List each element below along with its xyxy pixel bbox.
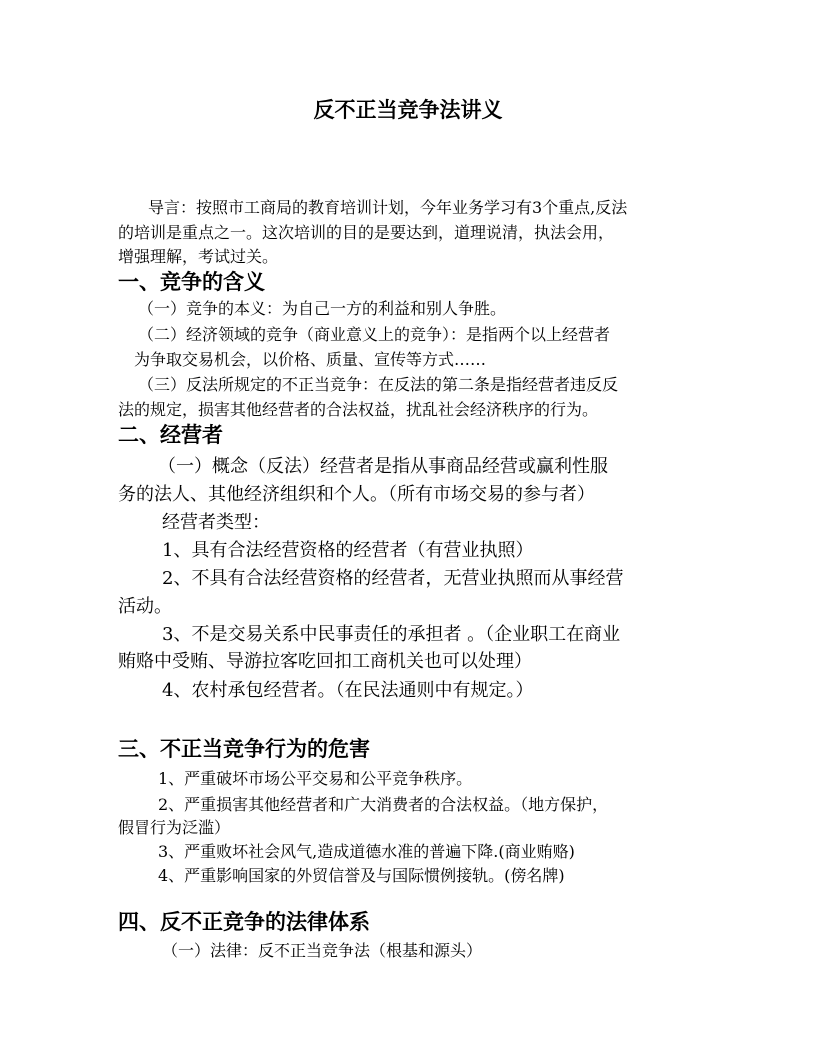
section-2-line: 2、不具有合法经营资格的经营者，无营业执照而从事经营 bbox=[162, 568, 624, 589]
section-1-line: （一）竞争的本义：为自己一方的利益和别人争胜。 bbox=[138, 299, 507, 318]
section-2-line: 活动。 bbox=[118, 596, 172, 617]
section-1-line: （二）经济领域的竞争（商业意义上的竞争）：是指两个以上经营者 bbox=[138, 325, 611, 344]
section-3-line: 4、严重影响国家的外贸信誉及与国际惯例接轨。(傍名牌) bbox=[158, 866, 565, 885]
section-2-line: 4、农村承包经营者。（在民法通则中有规定。） bbox=[162, 680, 534, 701]
section-2-line: 1、具有合法经营资格的经营者（有营业执照） bbox=[162, 540, 534, 561]
section-1-line: 法的规定，损害其他经营者的合法权益，扰乱社会经济秩序的行为。 bbox=[118, 400, 599, 419]
document-title: 反不正当竞争法讲义 bbox=[313, 98, 503, 122]
section-2-line: 经营者类型： bbox=[162, 512, 270, 533]
section-3-line: 假冒行为泛滥） bbox=[118, 818, 231, 837]
section-2-line: （一）概念（反法）经营者是指从事商品经营或赢利性服 bbox=[158, 456, 608, 477]
section-1-line: 为争取交易机会，以价格、质量、宣传等方式…… bbox=[134, 350, 487, 369]
section-3-line: 1、严重破坏市场公平交易和公平竞争秩序。 bbox=[158, 769, 473, 788]
section-4-heading: 四、反不正竞争的法律体系 bbox=[118, 910, 370, 934]
section-3-line: 3、严重败坏社会风气,造成道德水准的普遍下降.(商业贿赂) bbox=[158, 842, 575, 861]
section-2-line: 贿赂中受贿、导游拉客吃回扣工商机关也可以处理） bbox=[118, 651, 532, 672]
section-1-heading: 一、竞争的含义 bbox=[118, 270, 265, 294]
intro-line-3: 增强理解，考试过关。 bbox=[118, 247, 279, 266]
intro-line-2: 的培训是重点之一。这次培训的目的是要达到，道理说清，执法会用， bbox=[118, 223, 615, 242]
section-3-line: 2、严重损害其他经营者和广大消费者的合法权益。（地方保护， bbox=[158, 795, 609, 814]
section-2-line: 3、不是交易关系中民事责任的承担者 。（企业职工在商业 bbox=[162, 624, 621, 645]
section-3-heading: 三、不正当竞争行为的危害 bbox=[118, 737, 370, 761]
intro-line-1: 导言：按照市工商局的教育培训计划，今年业务学习有3个重点,反法 bbox=[148, 198, 628, 217]
section-1-line: （三）反法所规定的不正当竞争：在反法的第二条是指经营者违反反 bbox=[138, 375, 619, 394]
section-2-heading: 二、经营者 bbox=[118, 423, 223, 447]
section-4-line: （一）法律：反不正当竞争法（根基和源头） bbox=[162, 941, 483, 960]
section-2-line: 务的法人、其他经济组织和个人。（所有市场交易的参与者） bbox=[118, 484, 595, 505]
